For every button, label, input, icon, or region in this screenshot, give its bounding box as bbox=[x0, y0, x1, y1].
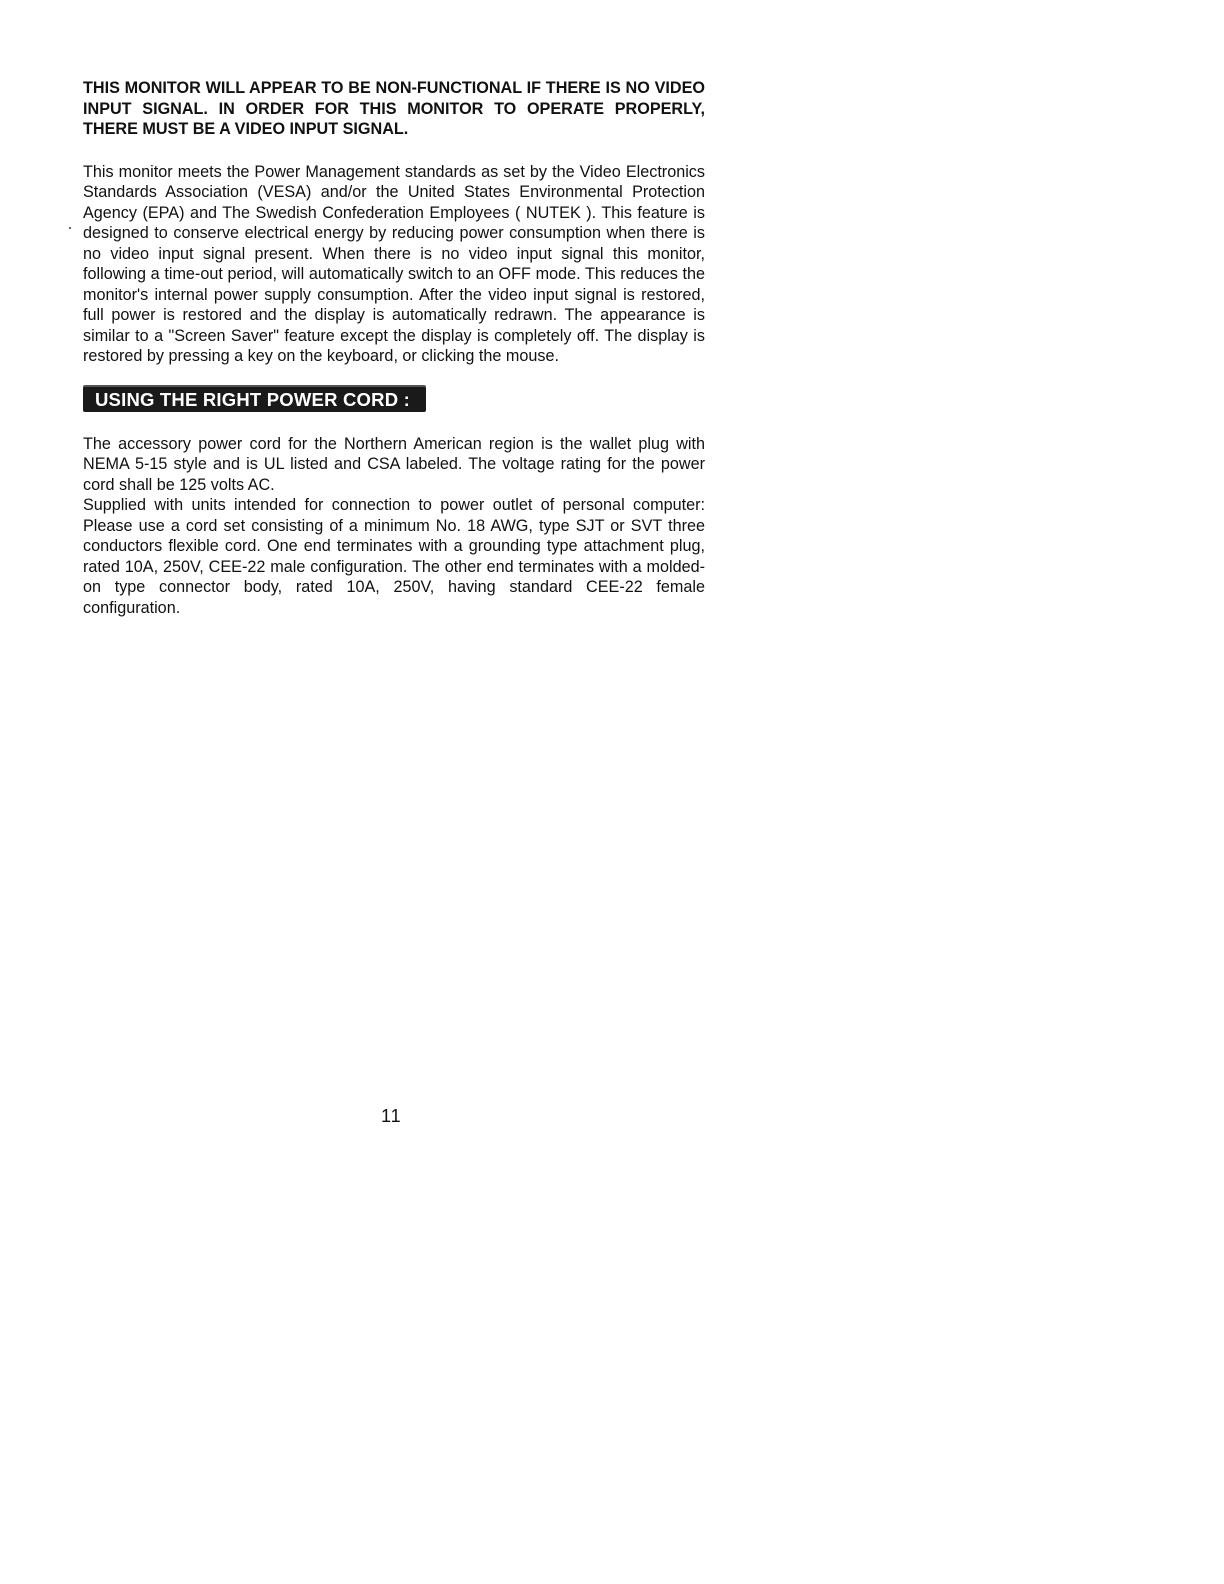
power-management-paragraph: This monitor meets the Power Management standards as set by the Video Electronics Standards Association (VESA) and/or the United States Environmental Protection Agency (EPA) and The Swedish Confederation Employees ( NUTEK ). This feature is designed to conserve electrical energy by reducing power consumption when there is no video input signal present. When there is no video input signal this monitor, following a time-out period, will automatically switch to an OFF mode. This reduces the monitor's internal power supply consumption. After the video input signal is restored, full power is restored and the display is automatically redrawn. The appearance is similar to a "Screen Saver" feature except the display is completely off. The display is restored by pressing a key on the keyboard, or clicking the mouse. bbox=[83, 162, 705, 365]
power-cord-paragraph-1: The accessory power cord for the Northern American region is the wallet plug with NEMA 5-15 style and is UL listed and CSA labeled. The voltage rating for the power cord shall be 125 volts AC. bbox=[83, 434, 705, 494]
scan-speck bbox=[69, 227, 71, 229]
page-number: 11 bbox=[381, 1106, 402, 1126]
warning-notice: THIS MONITOR WILL APPEAR TO BE NON-FUNCTIONAL IF THERE IS NO VIDEO INPUT SIGNAL. IN ORDER FOR THIS MONITOR TO OPERATE PROPERLY, THERE MUST BE A VIDEO INPUT SIGNAL. bbox=[83, 79, 705, 138]
document-page bbox=[83, 78, 705, 618]
power-cord-paragraph-2: Supplied with units intended for connection to power outlet of personal computer: Please use a cord set consisting of a minimum No. 18 AWG, type SJT or SVT three conductors flexible cord. One end terminates with a grounding type attachment plug, rated 10A, 250V, CEE-22 male configuration. The other end terminates with a molded-on type connector body, rated 10A, 250V, having standard CEE-22 female configuration. bbox=[83, 496, 705, 617]
section-heading-power-cord: USING THE RIGHT POWER CORD : bbox=[83, 387, 426, 412]
